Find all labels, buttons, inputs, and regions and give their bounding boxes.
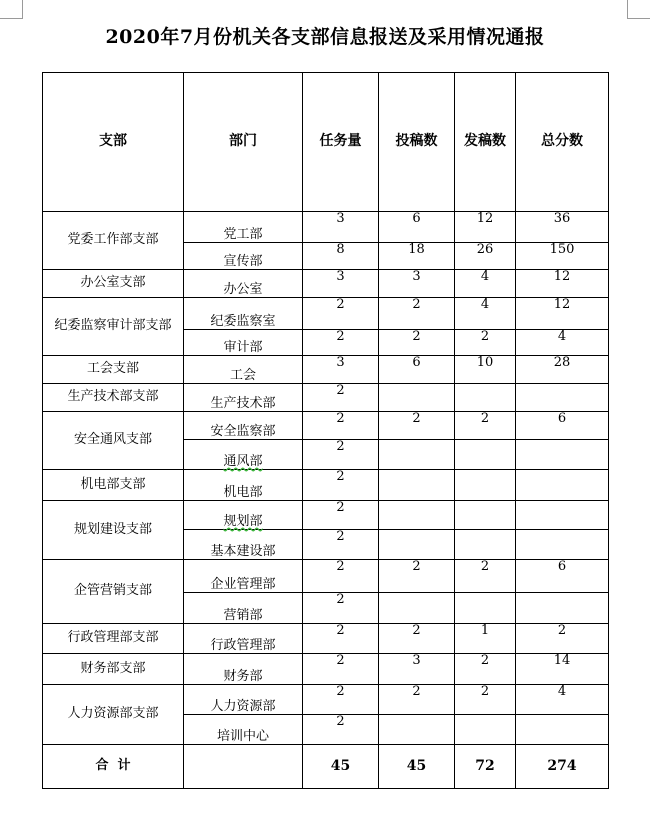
published-cell: 2 — [455, 412, 516, 440]
submitted-cell — [379, 470, 455, 501]
dept-cell: 培训中心 — [184, 715, 303, 745]
table-row — [43, 624, 609, 654]
table-row — [43, 270, 609, 298]
task-cell: 2 — [303, 384, 379, 412]
published-cell — [455, 715, 516, 745]
total-task: 45 — [303, 745, 379, 789]
published-cell — [455, 501, 516, 530]
dept-cell: 办公室 — [184, 270, 303, 298]
task-cell: 2 — [303, 560, 379, 593]
dept-cell — [184, 501, 303, 530]
task-cell: 2 — [303, 501, 379, 530]
table-row — [43, 412, 609, 440]
submitted-cell: 2 — [379, 298, 455, 330]
total-dept-cell — [184, 745, 303, 789]
published-cell — [455, 384, 516, 412]
task-cell: 2 — [303, 470, 379, 501]
header-task: 任务量 — [303, 73, 379, 212]
published-cell — [455, 593, 516, 624]
published-cell: 1 — [455, 624, 516, 654]
submitted-cell: 2 — [379, 412, 455, 440]
task-cell: 3 — [303, 356, 379, 384]
score-cell: 14 — [516, 654, 609, 685]
score-cell — [516, 470, 609, 501]
branch-cell: 财务部支部 — [43, 654, 184, 685]
header-submitted: 投稿数 — [379, 73, 455, 212]
score-cell: 12 — [516, 298, 609, 330]
task-cell: 2 — [303, 654, 379, 685]
task-cell: 2 — [303, 685, 379, 715]
branch-cell: 人力资源部支部 — [43, 685, 184, 745]
task-cell: 2 — [303, 298, 379, 330]
dept-label: 通风部 — [223, 453, 263, 469]
task-cell: 2 — [303, 330, 379, 356]
dept-cell — [184, 440, 303, 470]
branch-cell: 机电部支部 — [43, 470, 184, 501]
task-cell: 3 — [303, 270, 379, 298]
submitted-cell: 6 — [379, 212, 455, 243]
task-cell: 8 — [303, 243, 379, 270]
branch-cell: 纪委监察审计部支部 — [43, 298, 184, 356]
dept-cell: 安全监察部 — [184, 412, 303, 440]
score-cell: 6 — [516, 412, 609, 440]
header-department: 部门 — [184, 73, 303, 212]
submitted-cell — [379, 501, 455, 530]
published-cell: 2 — [455, 654, 516, 685]
total-label: 合 计 — [43, 745, 184, 789]
header-published: 发稿数 — [455, 73, 516, 212]
submitted-cell — [379, 440, 455, 470]
published-cell: 10 — [455, 356, 516, 384]
task-cell: 2 — [303, 412, 379, 440]
branch-cell: 党委工作部支部 — [43, 212, 184, 270]
task-cell: 2 — [303, 440, 379, 470]
published-cell: 26 — [455, 243, 516, 270]
score-cell: 4 — [516, 330, 609, 356]
published-cell — [455, 530, 516, 560]
dept-cell: 宣传部 — [184, 243, 303, 270]
published-cell: 2 — [455, 560, 516, 593]
submitted-cell: 2 — [379, 330, 455, 356]
table-header-row — [43, 73, 609, 212]
published-cell — [455, 470, 516, 501]
submitted-cell — [379, 384, 455, 412]
submitted-cell — [379, 715, 455, 745]
score-cell — [516, 593, 609, 624]
score-cell: 6 — [516, 560, 609, 593]
task-cell: 3 — [303, 212, 379, 243]
table-row — [43, 356, 609, 384]
score-cell: 4 — [516, 685, 609, 715]
submitted-cell: 2 — [379, 560, 455, 593]
score-cell: 12 — [516, 270, 609, 298]
dept-cell: 人力资源部 — [184, 685, 303, 715]
table-row — [43, 298, 609, 330]
dept-cell: 行政管理部 — [184, 624, 303, 654]
dept-label: 规划部 — [223, 513, 263, 529]
header-score: 总分数 — [516, 73, 609, 212]
branch-cell: 安全通风支部 — [43, 412, 184, 470]
submitted-cell: 2 — [379, 624, 455, 654]
submitted-cell — [379, 530, 455, 560]
header-branch: 支部 — [43, 73, 184, 212]
total-row — [43, 745, 609, 789]
total-submitted: 45 — [379, 745, 455, 789]
report-table — [42, 72, 609, 789]
score-cell — [516, 440, 609, 470]
submitted-cell: 6 — [379, 356, 455, 384]
branch-cell: 生产技术部支部 — [43, 384, 184, 412]
score-cell — [516, 530, 609, 560]
branch-cell: 行政管理部支部 — [43, 624, 184, 654]
submitted-cell: 18 — [379, 243, 455, 270]
table-row — [43, 685, 609, 715]
score-cell — [516, 501, 609, 530]
dept-cell: 企业管理部 — [184, 560, 303, 593]
dept-cell: 工会 — [184, 356, 303, 384]
page-corner-mark-right — [627, 0, 650, 19]
score-cell: 28 — [516, 356, 609, 384]
table-row — [43, 654, 609, 685]
branch-cell: 工会支部 — [43, 356, 184, 384]
published-cell: 2 — [455, 330, 516, 356]
submitted-cell — [379, 593, 455, 624]
published-cell: 2 — [455, 685, 516, 715]
dept-cell: 营销部 — [184, 593, 303, 624]
dept-cell: 党工部 — [184, 212, 303, 243]
published-cell: 4 — [455, 270, 516, 298]
dept-cell: 生产技术部 — [184, 384, 303, 412]
published-cell: 4 — [455, 298, 516, 330]
dept-cell: 机电部 — [184, 470, 303, 501]
branch-cell: 办公室支部 — [43, 270, 184, 298]
dept-cell: 基本建设部 — [184, 530, 303, 560]
score-cell: 2 — [516, 624, 609, 654]
dept-cell: 纪委监察室 — [184, 298, 303, 330]
task-cell: 2 — [303, 624, 379, 654]
score-cell — [516, 715, 609, 745]
dept-cell: 审计部 — [184, 330, 303, 356]
published-cell: 12 — [455, 212, 516, 243]
submitted-cell: 2 — [379, 685, 455, 715]
total-score: 274 — [516, 745, 609, 789]
score-cell — [516, 384, 609, 412]
document-title: 2020年7月份机关各支部信息报送及采用情况通报 — [105, 26, 545, 48]
score-cell: 36 — [516, 212, 609, 243]
table-row — [43, 384, 609, 412]
submitted-cell: 3 — [379, 270, 455, 298]
task-cell: 2 — [303, 593, 379, 624]
page-corner-mark-left — [0, 0, 23, 19]
branch-cell: 规划建设支部 — [43, 501, 184, 560]
task-cell: 2 — [303, 715, 379, 745]
total-published: 72 — [455, 745, 516, 789]
score-cell: 150 — [516, 243, 609, 270]
table-row — [43, 212, 609, 243]
table-row — [43, 470, 609, 501]
submitted-cell: 3 — [379, 654, 455, 685]
dept-cell: 财务部 — [184, 654, 303, 685]
task-cell: 2 — [303, 530, 379, 560]
branch-cell: 企管营销支部 — [43, 560, 184, 624]
table-row — [43, 501, 609, 530]
table-row — [43, 560, 609, 593]
published-cell — [455, 440, 516, 470]
